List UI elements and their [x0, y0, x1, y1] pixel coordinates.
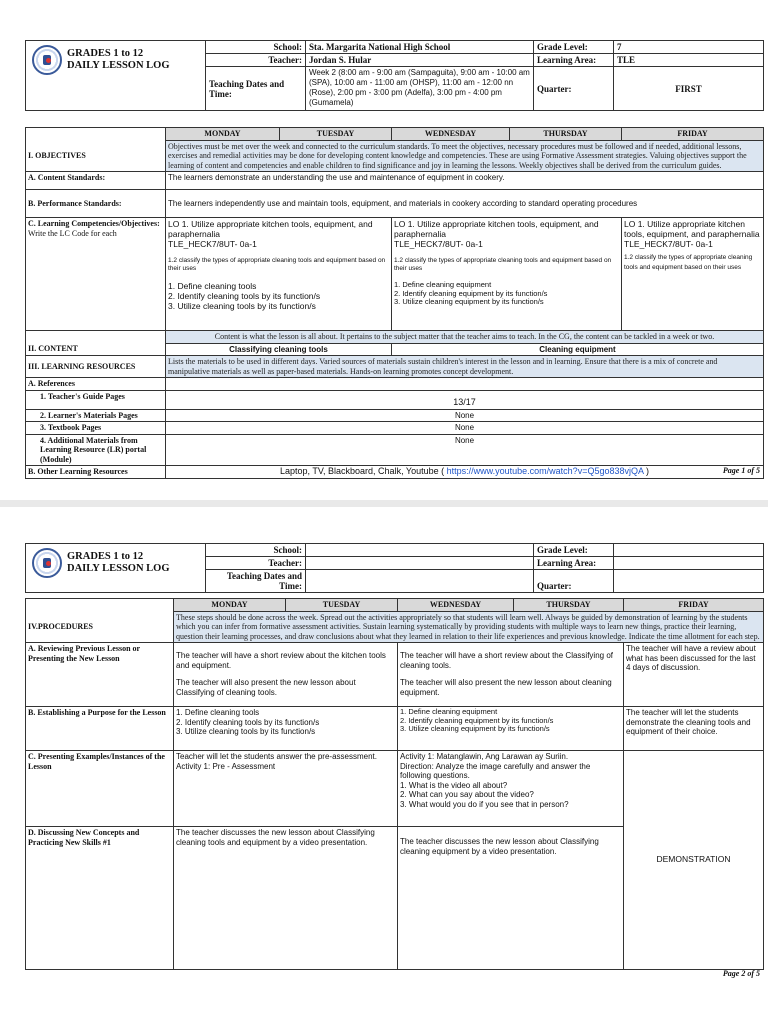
performance-standards-value: The learners independently use and maintain tools, equipment, and materials in cookery according to standard operating procedures	[166, 190, 764, 218]
day-tuesday: TUESDAY	[286, 599, 398, 612]
lesson-log-page-2	[0, 507, 768, 1024]
b-wednesday	[398, 707, 624, 751]
c-monday-text-1: Teacher will let the students answer the pre-assessment.	[176, 752, 377, 761]
lesson-log-page-1	[0, 0, 768, 500]
teaching-dates-label: Teaching Dates and Time:	[206, 67, 306, 111]
learning-area-value-empty	[614, 557, 764, 570]
list-item: 2. Identify cleaning tools by its function/s	[176, 717, 320, 727]
d-wednesday: The teacher discusses the new lesson about Classifying cleaning equipment by a video presentation.	[398, 827, 624, 970]
b-friday: The teacher will let the students demonstrate the cleaning tools and equipment of their choice.	[624, 707, 764, 751]
day-wednesday: WEDNESDAY	[398, 599, 514, 612]
performance-standards-label: B. Performance Standards:	[26, 190, 166, 218]
lo-text: LO 1. Utilize appropriate kitchen tools, equipment, and paraphernalia	[624, 219, 760, 239]
a-wednesday-text-1: The teacher will have a short review about the Classifying of cleaning tools.	[400, 651, 613, 670]
day-monday: MONDAY	[174, 599, 286, 612]
d-monday: The teacher discusses the new lesson about Classifying cleaning tools and equipment by a video presentation.	[174, 827, 398, 970]
tg-value: 13/17	[166, 390, 764, 409]
day-tuesday: TUESDAY	[280, 128, 392, 141]
day-monday: MONDAY	[166, 128, 280, 141]
grade-level-label: Grade Level:	[534, 544, 614, 557]
list-item: 1. Define cleaning equipment	[394, 280, 492, 289]
school-value-empty	[306, 544, 534, 557]
am-label: 4. Additional Materials from Learning Resource (LR) portal (Module)	[26, 434, 166, 466]
teacher-value: Jordan S. Hular	[306, 54, 534, 67]
corner-cell	[26, 599, 174, 612]
references-value	[166, 378, 764, 391]
lc-code: TLE_HECK7/8UT- 0a-1	[624, 239, 713, 249]
school-label: School:	[206, 544, 306, 557]
content-note: Content is what the lesson is all about. It pertains to the subject matter that the teacher aims to teach. In the CG, the content can be tackled in a week or two.	[166, 331, 764, 344]
a-friday: The teacher will have a review about what has been discussed for the last 4 days of discussion.	[624, 643, 764, 707]
header-title-line2: DAILY LESSON LOG	[67, 563, 170, 574]
c-label: C. Presenting Examples/Instances of the Lesson	[26, 751, 174, 827]
header-title-line2: DAILY LESSON LOG	[67, 60, 170, 71]
quarter-value-empty	[614, 570, 764, 593]
corner-cell	[26, 128, 166, 141]
list-item: 3. Utilize cleaning tools by its function/s	[176, 727, 316, 736]
quarter-label: Quarter:	[534, 570, 614, 593]
a-wednesday-text-2: The teacher will also present the new lesson about cleaning equipment.	[400, 678, 612, 697]
lo-text: LO 1. Utilize appropriate kitchen tools, equipment, and paraphernalia	[168, 219, 373, 239]
lc-code: TLE_HECK7/8UT- 0a-1	[394, 239, 483, 249]
references-label: A. References	[26, 378, 166, 391]
tg-label: 1. Teacher's Guide Pages	[26, 390, 166, 409]
header-title-line1: GRADES 1 to 12	[67, 551, 144, 562]
procedures-note: These steps should be done across the week. Spread out the activities appropriately so that students will learn well. Always be guided by demonstration of learning by the students which you can infer from formative assessment activities. Sustain learning systematically by providing students with multiple ways to learn new things, practice their learning, question their learning processes, and draw conclusions about what they learned in relation to their life experiences and previous knowledge. Indicate the time allotment for each step.	[174, 611, 764, 643]
header-logo-cell-2	[26, 544, 206, 593]
list-item: 2. Identify cleaning equipment by its function/s	[400, 715, 554, 725]
page-number-2: Page 2 of 5	[722, 969, 760, 978]
competencies-sublabel: Write the LC Code for each	[28, 228, 117, 238]
list-item: 2. What can you say about the video?	[400, 790, 534, 799]
quarter-value: FIRST	[614, 67, 764, 111]
list-item: 1. What is the video all about?	[400, 780, 508, 790]
resources-note: Lists the materials to be used in different days. Varied sources of materials sustain children's interest in the lesson and in learning. Ensure that there is a mix of concrete and manipulative materials as well as paper-based materials. Hands-on learning promotes concept development.	[166, 356, 764, 378]
lc-sub: 1.2 classify the types of appropriate cleaning tools and equipment based on their uses	[624, 254, 753, 271]
list-item: 2. Identify cleaning equipment by its function/s	[394, 288, 548, 298]
youtube-link[interactable]: https://www.youtube.com/watch?v=Q5go838vjQA	[446, 466, 644, 476]
lc-sub: 1.2 classify the types of appropriate cleaning tools and equipment based on their uses	[394, 257, 612, 272]
other-resources-value	[166, 466, 764, 479]
day-thursday: THURSDAY	[514, 599, 624, 612]
procedures-table	[25, 598, 764, 970]
a-label: A. Reviewing Previous Lesson or Presenting the New Lesson	[26, 643, 174, 707]
a-monday	[174, 643, 398, 707]
c-monday-text-2: Activity 1: Pre - Assessment	[176, 761, 276, 771]
content-standards-label: A. Content Standards:	[26, 172, 166, 190]
competencies-monday	[166, 218, 392, 331]
day-wednesday: WEDNESDAY	[392, 128, 510, 141]
teaching-dates-value: Week 2 (8:00 am - 9:00 am (Sampaguita), 9:00 am - 10:00 am (SPA), 10:00 am - 11:00 am (OHSP), 11:00 am - 12:00 nn (Rose), 2:00 pm - 3:00 pm (Adelfa), 3:00 pm - 4:00 pm (Gumamela)	[306, 67, 534, 111]
header-table	[25, 40, 764, 111]
grade-level-label: Grade Level:	[534, 41, 614, 54]
learning-area-label: Learning Area:	[534, 54, 614, 67]
d-friday: DEMONSTRATION	[624, 751, 764, 970]
teacher-label: Teacher:	[206, 557, 306, 570]
school-value: Sta. Margarita National High School	[306, 41, 534, 54]
list-item: 3. Utilize cleaning tools by its function/s	[168, 301, 316, 311]
competencies-friday	[622, 218, 764, 331]
list-item: 2. Identify cleaning tools by its function/s	[168, 291, 321, 301]
deped-seal-icon	[32, 45, 62, 75]
teaching-dates-label: Teaching Dates and Time:	[206, 570, 306, 593]
other-resources-text: Laptop, TV, Blackboard, Chalk, Youtube (	[279, 466, 445, 476]
lc-code: TLE_HECK7/8UT- 0a-1	[168, 239, 257, 249]
b-label: B. Establishing a Purpose for the Lesson	[26, 707, 174, 751]
list-item: 3. What would you do if you see that in person?	[400, 799, 569, 809]
header-table-2	[25, 543, 764, 593]
teaching-dates-value-empty	[306, 570, 534, 593]
day-friday: FRIDAY	[622, 128, 764, 141]
content-wednesday: Cleaning equipment	[392, 343, 764, 356]
content-monday: Classifying cleaning tools	[166, 343, 392, 356]
lo-text: LO 1. Utilize appropriate kitchen tools, equipment, and paraphernalia	[394, 219, 599, 239]
resources-label: III. LEARNING RESOURCES	[26, 356, 166, 378]
list-item: Activity 1: Matanglawin, Ang Larawan ay Suriin.	[400, 752, 569, 761]
tb-label: 3. Textbook Pages	[26, 422, 166, 435]
teacher-label: Teacher:	[206, 54, 306, 67]
d-label: D. Discussing New Concepts and Practicing New Skills #1	[26, 827, 174, 970]
c-monday	[174, 751, 398, 827]
list-item: 3. Utilize cleaning equipment by its function/s	[400, 724, 550, 733]
page-number-1: Page 1 of 5	[722, 466, 760, 475]
day-thursday: THURSDAY	[510, 128, 622, 141]
lm-label: 2. Learner's Materials Pages	[26, 409, 166, 422]
list-item: Direction: Analyze the image carefully and answer the following questions.	[400, 761, 591, 780]
header-logo-cell	[26, 41, 206, 111]
competencies-label: C. Learning Competencies/Objectives:	[28, 219, 160, 228]
content-standards-value: The learners demonstrate an understanding the use and maintenance of equipment in cookery.	[166, 172, 764, 190]
header-title-line1: GRADES 1 to 12	[67, 48, 144, 59]
list-item: 3. Utilize cleaning equipment by its function/s	[394, 297, 544, 306]
quarter-label: Quarter:	[534, 67, 614, 111]
teacher-value-empty	[306, 557, 534, 570]
a-monday-text-2: The teacher will also present the new lesson about Classifying of cleaning tools.	[176, 678, 356, 697]
c-wednesday	[398, 751, 624, 827]
learning-area-value: TLE	[614, 54, 764, 67]
content-label-top	[26, 331, 166, 344]
list-item: 1. Define cleaning equipment	[400, 707, 498, 716]
objectives-note: Objectives must be met over the week and connected to the curriculum standards. To meet the objectives, necessary procedures must be followed and if needed, additional lessons, exercises and remedial activities may be done for developing content knowledge and competencies. These are using Formative Assessment strategies. Valuing objectives support the learning of content and competencies and enable children to find significance and joy in learning the lessons. Weekly objectives shall be derived from the curriculum guides.	[166, 140, 764, 172]
day-friday: FRIDAY	[624, 599, 764, 612]
am-value: None	[166, 434, 764, 466]
grade-level-value: 7	[614, 41, 764, 54]
lm-value: None	[166, 409, 764, 422]
list-item: 1. Define cleaning tools	[176, 708, 260, 717]
tb-value: None	[166, 422, 764, 435]
procedures-label: IV.PROCEDURES	[26, 611, 174, 643]
objectives-label: I. OBJECTIVES	[26, 140, 166, 172]
other-resources-label: B. Other Learning Resources	[26, 466, 166, 479]
a-monday-text-1: The teacher will have a short review about the kitchen tools and equipment.	[176, 651, 386, 670]
other-resources-close: )	[646, 466, 649, 476]
list-item: 1. Define cleaning tools	[168, 281, 257, 291]
grade-level-value-empty	[614, 544, 764, 557]
learning-area-label: Learning Area:	[534, 557, 614, 570]
objectives-table	[25, 127, 764, 479]
competencies-cell	[26, 218, 166, 331]
content-label: II. CONTENT	[26, 343, 166, 356]
a-wednesday	[398, 643, 624, 707]
lc-sub: 1.2 classify the types of appropriate cleaning tools and equipment based on their uses	[168, 257, 386, 272]
deped-seal-icon	[32, 548, 62, 578]
school-label: School:	[206, 41, 306, 54]
competencies-wednesday	[392, 218, 622, 331]
b-monday	[174, 707, 398, 751]
